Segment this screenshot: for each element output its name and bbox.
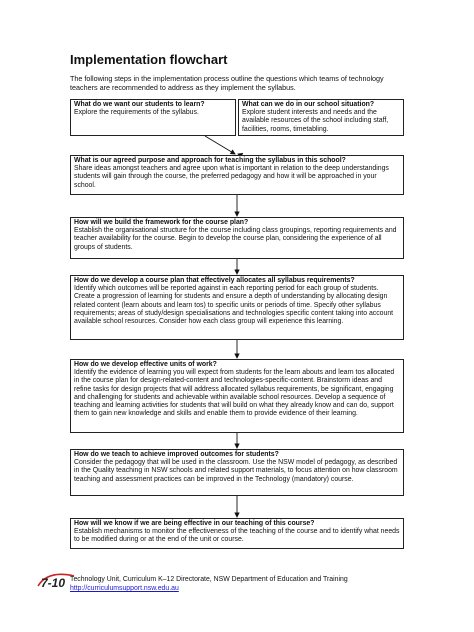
step-answer: Explore student interests and needs and the available resources of the school including staff, facilities, rooms, timetabling. xyxy=(242,109,389,133)
step-box-framework xyxy=(70,217,404,259)
step-box-teaching xyxy=(70,449,404,496)
step-question: How do we develop a course plan that effectively allocates all syllabus requirements? xyxy=(74,277,355,284)
step-question: What do we want our students to learn? xyxy=(74,101,205,108)
arrow-b1-b3 xyxy=(205,136,235,154)
step-box-units-of-work xyxy=(70,359,404,433)
step-question: What is our agreed purpose and approach for teaching the syllabus in this school? xyxy=(74,157,346,164)
footer-credit: Technology Unit, Curriculum K–12 Directorate, NSW Department of Education and Training xyxy=(70,576,348,583)
step-question: How will we build the framework for the course plan? xyxy=(74,219,249,226)
step-question: What can we do in our school situation? xyxy=(242,101,375,108)
logo-text: 7-10 xyxy=(41,576,66,590)
step-answer: Identify the evidence of learning you will expect from students for the learn abouts and learn tos allocated in the course plan for design-related-content and technologies-specific-content. Brainstorm ideas and refine tasks for design projects that will address allocated syllabus requirements, be significant, engaging and challenging for students and achievable within available school resources. Develop a sequence of teaching and learning activities for students that will build on what they already know and can do, support them to gain new knowledge and skills and enable them to provide evidence of their learning. xyxy=(74,369,395,418)
step-answer: Share ideas amongst teachers and agree upon what is important in relation to the deep understandings students will gain through the course, the preferred pedagogy and how it will be approached in your school. xyxy=(74,165,389,189)
step-box-course-plan xyxy=(70,275,404,340)
step-question: How will we know if we are being effective in our teaching of this course? xyxy=(74,520,315,527)
intro-paragraph: The following steps in the implementation process outline the questions which teams of technology teachers are recommended to address as they implement the syllabus. xyxy=(70,74,384,92)
step-question: How do we develop effective units of work? xyxy=(74,361,217,368)
step-question: How do we teach to achieve improved outcomes for students? xyxy=(74,451,279,458)
page-title: Implementation flowchart xyxy=(70,52,228,67)
step-box-learn xyxy=(70,99,236,136)
footer xyxy=(70,575,348,593)
step-answer: Establish mechanisms to monitor the effectiveness of the teaching of the course and to identify what needs to be modified during or at the end of the unit or course. xyxy=(74,528,400,544)
step-answer: Explore the requirements of the syllabus. xyxy=(74,109,199,117)
step-answer: Consider the pedagogy that will be used in the classroom. Use the NSW model of pedagogy, as described in the Quality teaching in NSW schools and related support materials, to focus attention on how classroom teaching and assessment practices can be improved in the Technology (mandatory) course. xyxy=(74,459,398,483)
step-box-school-situation xyxy=(238,99,404,136)
step-answer: Identify which outcomes will be reported against in each reporting period for each group of students. Create a progression of learning for students and ensure a depth of understanding by allocating design related content (learn abouts and learn tos) to specific units or periods of time. Specify other syllabus requirements; areas of study/design specialisations and technologies specific content taking into account available school resources. Consider how each class group will experience this learning. xyxy=(74,285,394,326)
step-box-effectiveness xyxy=(70,518,404,549)
step-box-purpose xyxy=(70,155,404,195)
step-answer: Establish the organisational structure for the course including class groupings, reporting requirements and teacher availability for the course. Begin to develop the course plan, considering the experience of all groups of students. xyxy=(74,227,397,251)
footer-link[interactable]: http://curriculumsupport.nsw.edu.au xyxy=(70,585,179,592)
